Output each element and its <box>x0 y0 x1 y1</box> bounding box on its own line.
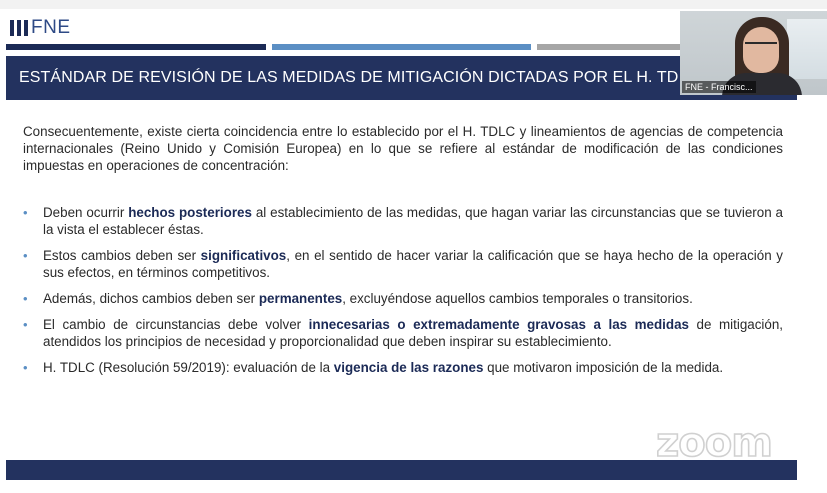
bullet-item <box>23 204 783 238</box>
background-window <box>787 19 827 79</box>
bullet-emphasis: significativos <box>200 248 287 263</box>
slide-content <box>23 123 783 385</box>
bullet-dot-icon: • <box>23 205 28 220</box>
participant-name-label: FNE - Francisc... <box>682 81 756 93</box>
fne-logo <box>10 16 71 40</box>
bullet-dot-icon: • <box>23 248 28 263</box>
bullet-dot-icon: • <box>23 291 28 306</box>
bullet-dot-icon: • <box>23 317 28 332</box>
header-stripe-navy <box>6 44 266 50</box>
bullet-emphasis: innecesarias o extremadamente gravosas a las medidas <box>308 317 689 332</box>
presentation-slide <box>6 9 797 484</box>
intro-paragraph: Consecuentemente, existe cierta coincidencia entre lo establecido por el H. TDLC y lineamientos de agencias de competencia internacionales (Reino Unido y Comisión Europea) en lo que se refiere al estándar de modificación de las condiciones impuestas en operaciones de concentración: <box>23 124 783 173</box>
bullet-text: , en el sentido de hacer variar la calificación que se haya hecho de la operación y sus efectos, en términos competitivos. <box>43 248 783 280</box>
bullet-dot-icon: • <box>23 360 28 375</box>
bullet-emphasis: vigencia de las razones <box>333 360 484 375</box>
header-stripe-blue <box>272 44 531 50</box>
bullet-text: Deben ocurrir <box>43 205 129 220</box>
bullet-emphasis: permanentes <box>258 291 343 306</box>
logo-text: FNE <box>31 17 71 38</box>
bullet-text: que motivaron imposición de la medida. <box>483 360 724 375</box>
bullet-list <box>23 204 783 376</box>
participant-video-thumbnail[interactable] <box>680 11 827 95</box>
bullet-emphasis: hechos posteriores <box>128 205 252 220</box>
glasses-icon <box>745 42 777 52</box>
bullet-text: Además, dichos cambios deben ser <box>43 291 259 306</box>
top-strip <box>0 0 827 9</box>
bullet-item <box>23 247 783 281</box>
bullet-item <box>23 290 783 307</box>
bullet-text: H. TDLC (Resolución 59/2019): evaluación de la <box>43 360 334 375</box>
bullet-item <box>23 359 783 376</box>
slide-title-bar <box>6 56 797 100</box>
bullet-text: Estos cambios deben ser <box>43 248 201 263</box>
bullet-text: El cambio de circunstancias debe volver <box>43 317 309 332</box>
logo-bars-icon <box>10 20 28 36</box>
bullet-text: , excluyéndose aquellos cambios temporales o transitorios. <box>342 291 693 306</box>
bullet-text: al establecimiento de las medidas, que hagan variar las circunstancias que se tuvieron a la vista el establecer éstas. <box>43 205 783 237</box>
bullet-text: de mitigación, atendidos los principios de necesidad y proporcionalidad que deben inspirar su establecimiento. <box>43 317 784 349</box>
slide-title: ESTÁNDAR DE REVISIÓN DE LAS MEDIDAS DE MITIGACIÓN DICTADAS POR EL H. TD <box>19 69 679 86</box>
bullet-item <box>23 316 783 350</box>
zoom-watermark: zoom <box>656 420 772 466</box>
